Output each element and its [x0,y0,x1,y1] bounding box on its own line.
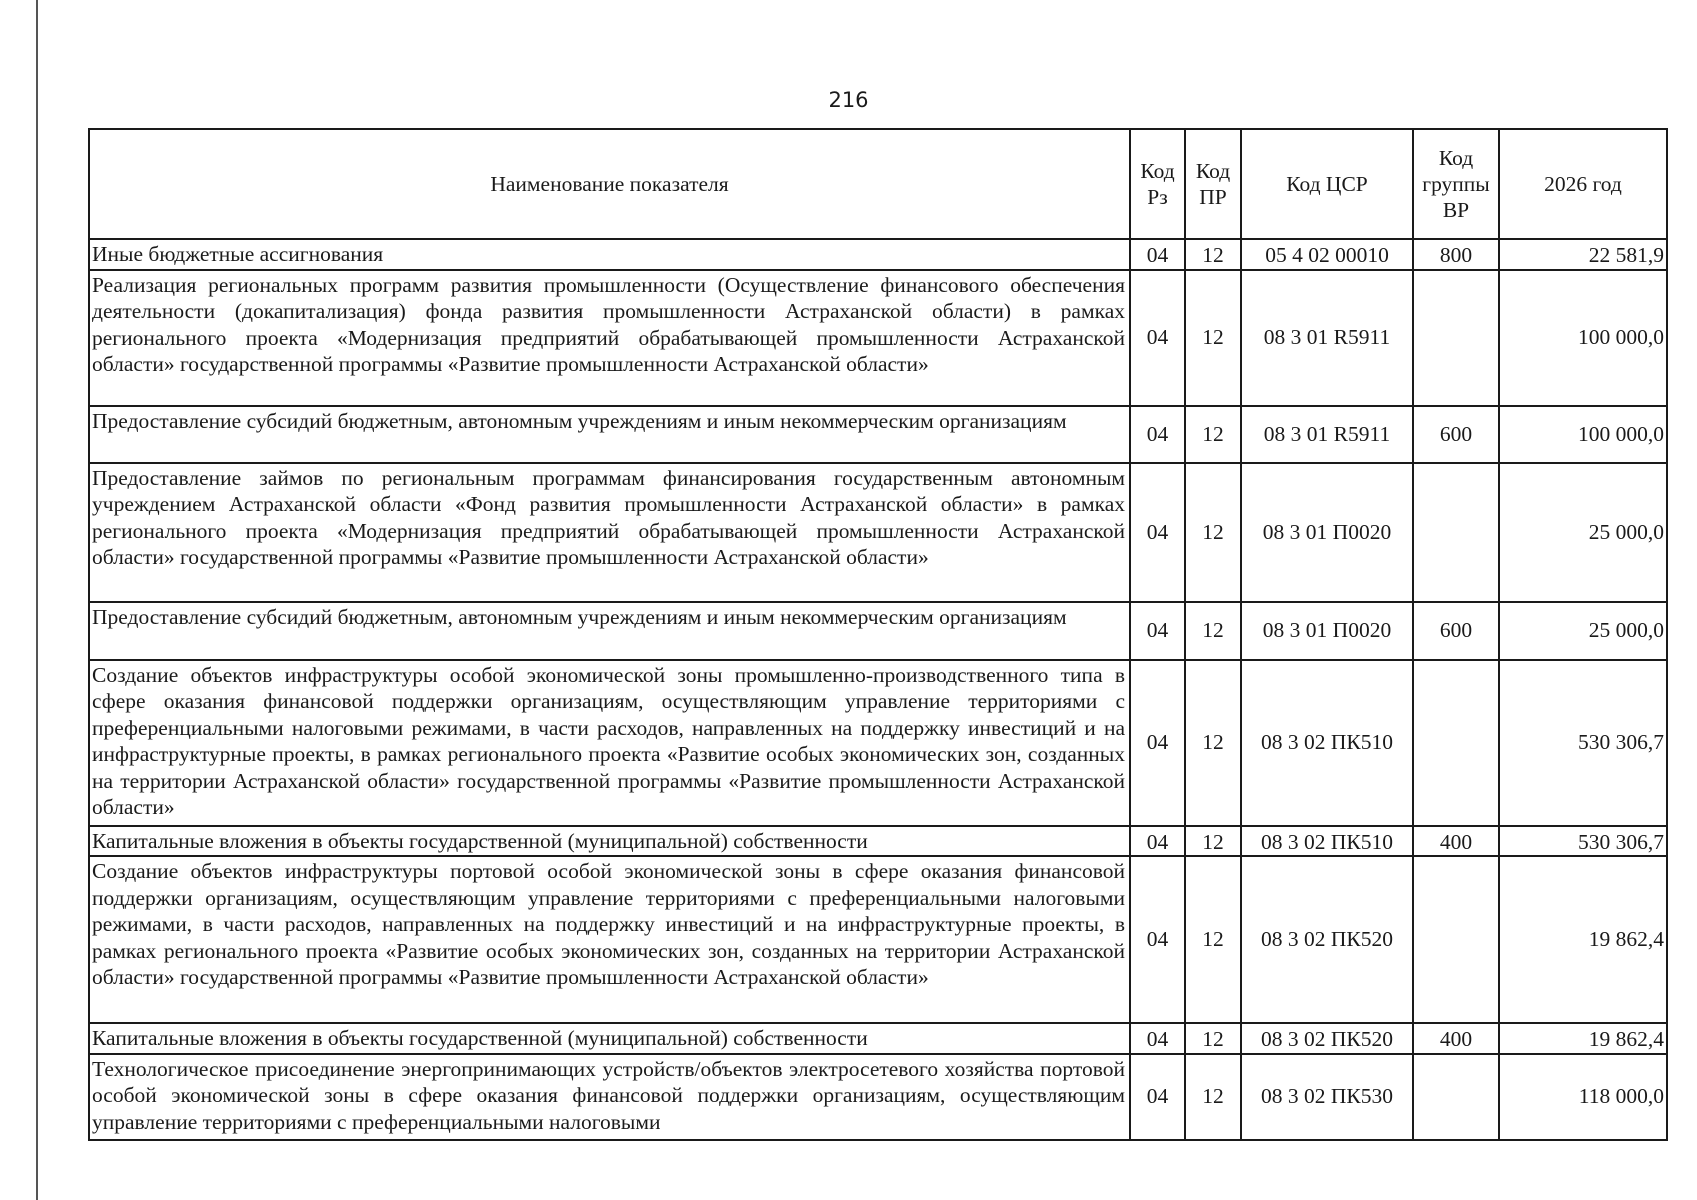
row-name: Предоставление субсидий бюджетным, автономным учреждениям и иным некоммерческим организациям [89,406,1130,463]
row-csr: 08 3 02 ПК510 [1241,826,1413,857]
row-pr: 12 [1185,856,1241,1023]
header-name: Наименование показателя [89,129,1130,239]
row-name: Технологическое присоединение энергопринимающих устройств/объектов электросетевого хозяйства портовой особой экономической зоны в сфере оказания финансовой поддержки организациям, осуществляющим управление территориями с преференциальными налоговыми [89,1054,1130,1140]
row-pr: 12 [1185,602,1241,660]
row-pr: 12 [1185,826,1241,857]
header-pr: Код ПР [1185,129,1241,239]
row-pr: 12 [1185,463,1241,602]
row-rz: 04 [1130,270,1185,406]
row-amount: 118 000,0 [1499,1054,1667,1140]
row-vr [1413,463,1499,602]
row-name: Создание объектов инфраструктуры особой экономической зоны промышленно-производственного типа в сфере оказания финансовой поддержки организациям, осуществляющим управление территориями с преференциальными налоговыми режимами, в части расходов, направленных на поддержку инвестиций и на инфраструктурные проекты, в рамках регионального проекта «Развитие особых экономических зон, созданных на территории Астраханской области» государственной программы «Развитие промышленности Астраханской области» [89,660,1130,826]
row-rz: 04 [1130,660,1185,826]
row-vr [1413,856,1499,1023]
row-rz: 04 [1130,463,1185,602]
row-vr [1413,660,1499,826]
page-number: 216 [828,88,869,112]
row-name: Реализация региональных программ развития промышленности (Осуществление финансового обеспечения деятельности (докапитализация) фонда развития промышленности Астраханской области) в рамках регионального проекта «Модернизация предприятий обрабатывающей промышленности Астраханской области» государственной программы «Развитие промышленности Астраханской области» [89,270,1130,406]
row-csr: 08 3 02 ПК520 [1241,856,1413,1023]
row-name: Капитальные вложения в объекты государственной (муниципальной) собственности [89,826,1130,857]
row-csr: 08 3 01 П0020 [1241,463,1413,602]
budget-table [88,128,1668,1141]
row-vr: 400 [1413,826,1499,857]
table-row [89,602,1667,660]
row-csr: 08 3 01 П0020 [1241,602,1413,660]
row-amount: 19 862,4 [1499,1023,1667,1054]
row-csr: 08 3 02 ПК510 [1241,660,1413,826]
table-row [89,406,1667,463]
table-row [89,826,1667,857]
row-rz: 04 [1130,602,1185,660]
row-rz: 04 [1130,1054,1185,1140]
row-pr: 12 [1185,1023,1241,1054]
row-pr: 12 [1185,239,1241,270]
header-vr: Код группы ВР [1413,129,1499,239]
row-pr: 12 [1185,660,1241,826]
row-amount: 19 862,4 [1499,856,1667,1023]
row-amount: 100 000,0 [1499,270,1667,406]
header-year: 2026 год [1499,129,1667,239]
row-name: Предоставление займов по региональным программам финансирования государственным автономным учреждением Астраханской области «Фонд развития промышленности Астраханской области» в рамках регионального проекта «Модернизация предприятий обрабатывающей промышленности Астраханской области» государственной программы «Развитие промышленности Астраханской области» [89,463,1130,602]
table-row [89,239,1667,270]
row-amount: 25 000,0 [1499,463,1667,602]
row-vr [1413,1054,1499,1140]
row-vr: 600 [1413,602,1499,660]
table-row [89,660,1667,826]
row-name: Капитальные вложения в объекты государственной (муниципальной) собственности [89,1023,1130,1054]
row-rz: 04 [1130,239,1185,270]
row-rz: 04 [1130,826,1185,857]
row-pr: 12 [1185,1054,1241,1140]
table-row [89,463,1667,602]
table-row [89,1054,1667,1140]
row-amount: 530 306,7 [1499,826,1667,857]
row-csr: 08 3 01 R5911 [1241,270,1413,406]
row-name: Создание объектов инфраструктуры портовой особой экономической зоны в сфере оказания финансовой поддержки организациям, осуществляющим управление территориями с преференциальными налоговыми режимами, в части расходов, направленных на поддержку инвестиций и на инфраструктурные проекты, в рамках регионального проекта «Развитие особых экономических зон, созданных на территории Астраханской области» государственной программы «Развитие промышленности Астраханской области» [89,856,1130,1023]
table-row [89,856,1667,1023]
row-csr: 08 3 02 ПК530 [1241,1054,1413,1140]
row-name: Предоставление субсидий бюджетным, автономным учреждениям и иным некоммерческим организациям [89,602,1130,660]
row-vr: 600 [1413,406,1499,463]
header-rz: Код Рз [1130,129,1185,239]
row-name: Иные бюджетные ассигнования [89,239,1130,270]
row-rz: 04 [1130,406,1185,463]
row-csr: 08 3 02 ПК520 [1241,1023,1413,1054]
row-amount: 530 306,7 [1499,660,1667,826]
row-pr: 12 [1185,406,1241,463]
row-amount: 100 000,0 [1499,406,1667,463]
table-row [89,1023,1667,1054]
row-rz: 04 [1130,1023,1185,1054]
header-csr: Код ЦСР [1241,129,1413,239]
table-header-row [89,129,1667,239]
row-pr: 12 [1185,270,1241,406]
row-vr [1413,270,1499,406]
row-amount: 22 581,9 [1499,239,1667,270]
row-vr: 800 [1413,239,1499,270]
row-amount: 25 000,0 [1499,602,1667,660]
page-margin-line [36,0,38,1200]
row-csr: 05 4 02 00010 [1241,239,1413,270]
row-vr: 400 [1413,1023,1499,1054]
table-row [89,270,1667,406]
row-csr: 08 3 01 R5911 [1241,406,1413,463]
row-rz: 04 [1130,856,1185,1023]
